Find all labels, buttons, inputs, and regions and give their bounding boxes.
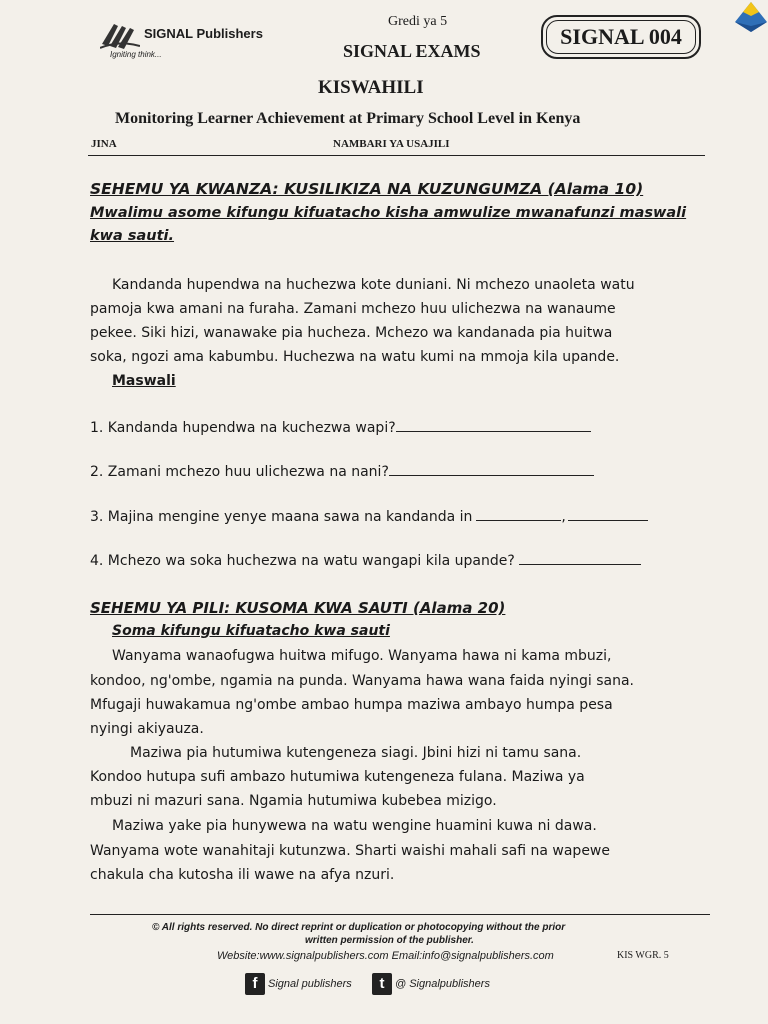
section1-instruction-line1: Mwalimu asome kifungu kifuatacho kisha amwulize mwanafunzi maswali [90,205,687,221]
section1-passage-line: Kandanda hupendwa na huchezwa kote duniani. Ni mchezo unaoleta watu [112,277,635,293]
diamond-logo-icon [733,0,768,34]
publisher-logo [100,16,280,62]
section1-heading: SEHEMU YA KWANZA: KUSILIKIZA NA KUZUNGUMZA (Alama 10) [90,180,644,198]
books-icon [100,20,140,50]
section2-instruction: Soma kifungu kifuatacho kwa sauti [112,623,390,639]
section2-passage-line: Maziwa pia hutumiwa kutengeneza siagi. Jbini hizi ni tamu sana. [130,745,582,761]
section2-heading: SEHEMU YA PILI: KUSOMA KWA SAUTI (Alama 20) [90,599,506,617]
publisher-name: SIGNAL Publishers [144,26,263,41]
header-divider [88,155,705,156]
section2-passage-line: Kondoo hutupa sufi ambazo hutumiwa kutengeneza fulana. Maziwa ya [90,769,585,785]
section1-passage-line: pamoja kwa amani na furaha. Zamani mchezo huu ulichezwa na wanaume [90,301,616,317]
rights-notice: © All rights reserved. No direct reprint or duplication or photocopying without the prior [152,922,566,933]
section2-passage-line: kondoo, ng'ombe, ngamia na punda. Wanyama hawa wana faida nyingi sana. [90,673,635,689]
section1-instruction-line2: kwa sauti. [90,228,175,244]
answer-blank[interactable] [519,552,641,565]
question-3 [90,508,648,525]
section1-passage-line: pekee. Siki hizi, wanawake pia hucheza. Mchezo wa kandanada pia huitwa [90,325,613,341]
section2-passage-line: Wanyama wanaofugwa huitwa mifugo. Wanyama hawa ni kama mbuzi, [112,648,612,664]
section2-passage-line: Maziwa yake pia hunywewa na watu wengine huamini kuwa ni dawa. [112,818,597,834]
question-4 [90,552,641,569]
answer-blank[interactable] [476,508,561,521]
question-2 [90,463,594,480]
question-text: 3. Majina mengine yenye maana sawa na kandanda in [90,509,473,525]
section2-passage-line: Mfugaji huwakamua ng'ombe ambao humpa maziwa ambayo humpa pesa [90,697,613,713]
questions-heading: Maswali [112,373,176,389]
name-label: JINA [91,138,117,150]
facebook-icon[interactable]: f [245,973,265,995]
question-text: 1. Kandanda hupendwa na kuchezwa wapi? [90,420,396,436]
contact-line[interactable]: Website:www.signalpublishers.com Email:info@signalpublishers.com [217,950,554,962]
section2-passage-line: Wanyama wote wanahitaji kutunzwa. Sharti waishi mahali safi na wapewe [90,843,610,859]
rights-notice-line2: written permission of the publisher. [305,935,474,946]
answer-blank[interactable] [568,508,648,521]
subject-title: KISWAHILI [318,77,424,98]
exam-title: SIGNAL EXAMS [343,41,481,61]
separator-comma: , [561,509,566,525]
question-text: 2. Zamani mchezo huu ulichezwa na nani? [90,464,389,480]
twitter-icon[interactable]: t [372,973,392,995]
registration-number-label: NAMBARI YA USAJILI [333,138,450,150]
answer-blank[interactable] [396,419,591,432]
question-1 [90,419,591,436]
section2-passage-line: chakula cha kutosha ili wawe na afya nzuri. [90,867,395,883]
question-text: 4. Mchezo wa soka huchezwa na watu wangapi kila upande? [90,553,515,569]
publisher-tagline: Igniting think... [110,50,162,59]
monitoring-line: Monitoring Learner Achievement at Primary School Level in Kenya [115,110,581,127]
section2-passage-line: nyingi akiyauza. [90,721,204,737]
exam-code-box [541,15,701,59]
answer-blank[interactable] [389,463,594,476]
grade-label: Gredi ya 5 [388,14,448,29]
section2-passage-line: mbuzi ni mazuri sana. Ngamia hutumiwa kubebea mizigo. [90,793,497,809]
twitter-handle[interactable]: @ Signalpublishers [395,978,490,990]
section1-passage-line: soka, ngozi ama kabumbu. Huchezwa na watu kumi na mmoja kila upande. [90,349,620,365]
exam-code: SIGNAL 004 [560,24,682,49]
facebook-handle[interactable]: Signal publishers [268,978,352,990]
page-code: KIS WGR. 5 [617,950,669,961]
footer-divider [90,914,710,915]
